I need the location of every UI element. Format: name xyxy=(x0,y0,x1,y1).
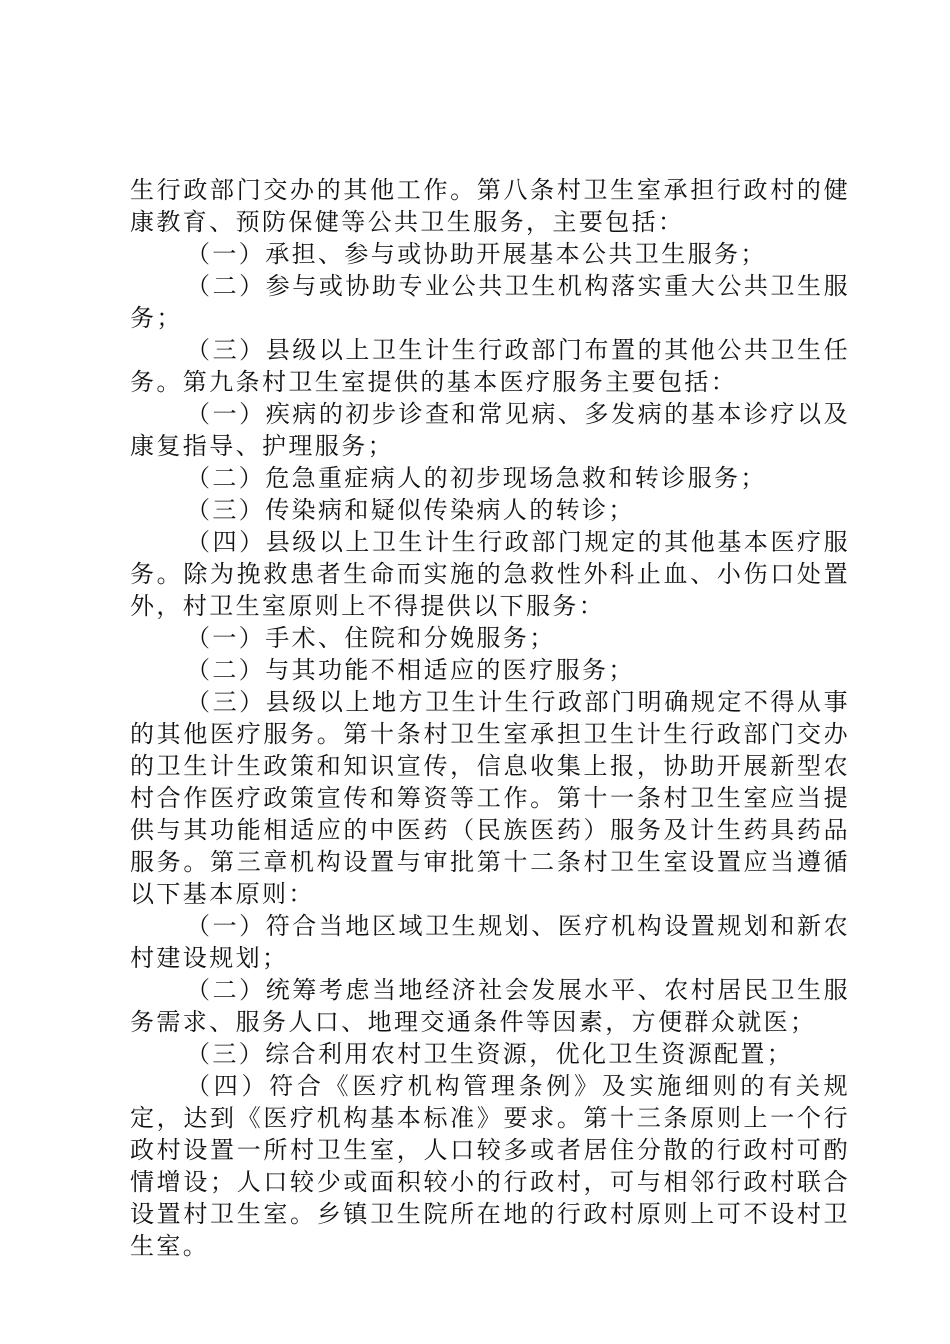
paragraph: （二）统筹考虑当地经济社会发展水平、农村居民卫生服务需求、服务人口、地理交通条件等因素，方便群众就医； xyxy=(130,976,850,1036)
paragraph: （三）县级以上卫生计生行政部门布置的其他公共卫生任务。第九条村卫生室提供的基本医疗服务主要包括： xyxy=(130,336,850,396)
paragraph: （三）县级以上地方卫生计生行政部门明确规定不得从事的其他医疗服务。第十条村卫生室承担卫生计生行政部门交办的卫生计生政策和知识宣传，信息收集上报，协助开展新型农村合作医疗政策宣传和筹资等工作。第十一条村卫生室应当提供与其功能相适应的中医药（民族医药）服务及计生药具药品服务。第三章机构设置与审批第十二条村卫生室设置应当遵循以下基本原则： xyxy=(130,688,850,908)
paragraph: （一）符合当地区域卫生规划、医疗机构设置规划和新农村建设规划； xyxy=(130,912,850,972)
paragraph: （四）县级以上卫生计生行政部门规定的其他基本医疗服务。除为挽救患者生命而实施的急救性外科止血、小伤口处置外，村卫生室原则上不得提供以下服务： xyxy=(130,528,850,620)
paragraph: （一）承担、参与或协助开展基本公共卫生服务； xyxy=(186,240,767,268)
paragraph: （一）疾病的初步诊查和常见病、多发病的基本诊疗以及康复指导、护理服务； xyxy=(130,400,850,460)
paragraph: （三）传染病和疑似传染病人的转诊； xyxy=(186,496,635,524)
paragraph: （二）危急重症病人的初步现场急救和转诊服务； xyxy=(186,464,767,492)
paragraph: （二）与其功能不相适应的医疗服务； xyxy=(186,656,635,684)
paragraph: （四）符合《医疗机构管理条例》及实施细则的有关规定，达到《医疗机构基本标准》要求。第十三条原则上一个行政村设置一所村卫生室，人口较多或者居住分散的行政村可酌情增设；人口较少或面积较小的行政村，可与相邻行政村联合设置村卫生室。乡镇卫生院所在地的行政村原则上可不设村卫生室。 xyxy=(130,1072,850,1260)
paragraph: 生行政部门交办的其他工作。第八条村卫生室承担行政村的健康教育、预防保健等公共卫生服务，主要包括： xyxy=(130,176,850,236)
document-body xyxy=(130,174,850,1262)
paragraph: （二）参与或协助专业公共卫生机构落实重大公共卫生服务； xyxy=(130,272,850,332)
paragraph: （一）手术、住院和分娩服务； xyxy=(186,624,556,652)
paragraph: （三）综合利用农村卫生资源，优化卫生资源配置； xyxy=(186,1040,794,1068)
